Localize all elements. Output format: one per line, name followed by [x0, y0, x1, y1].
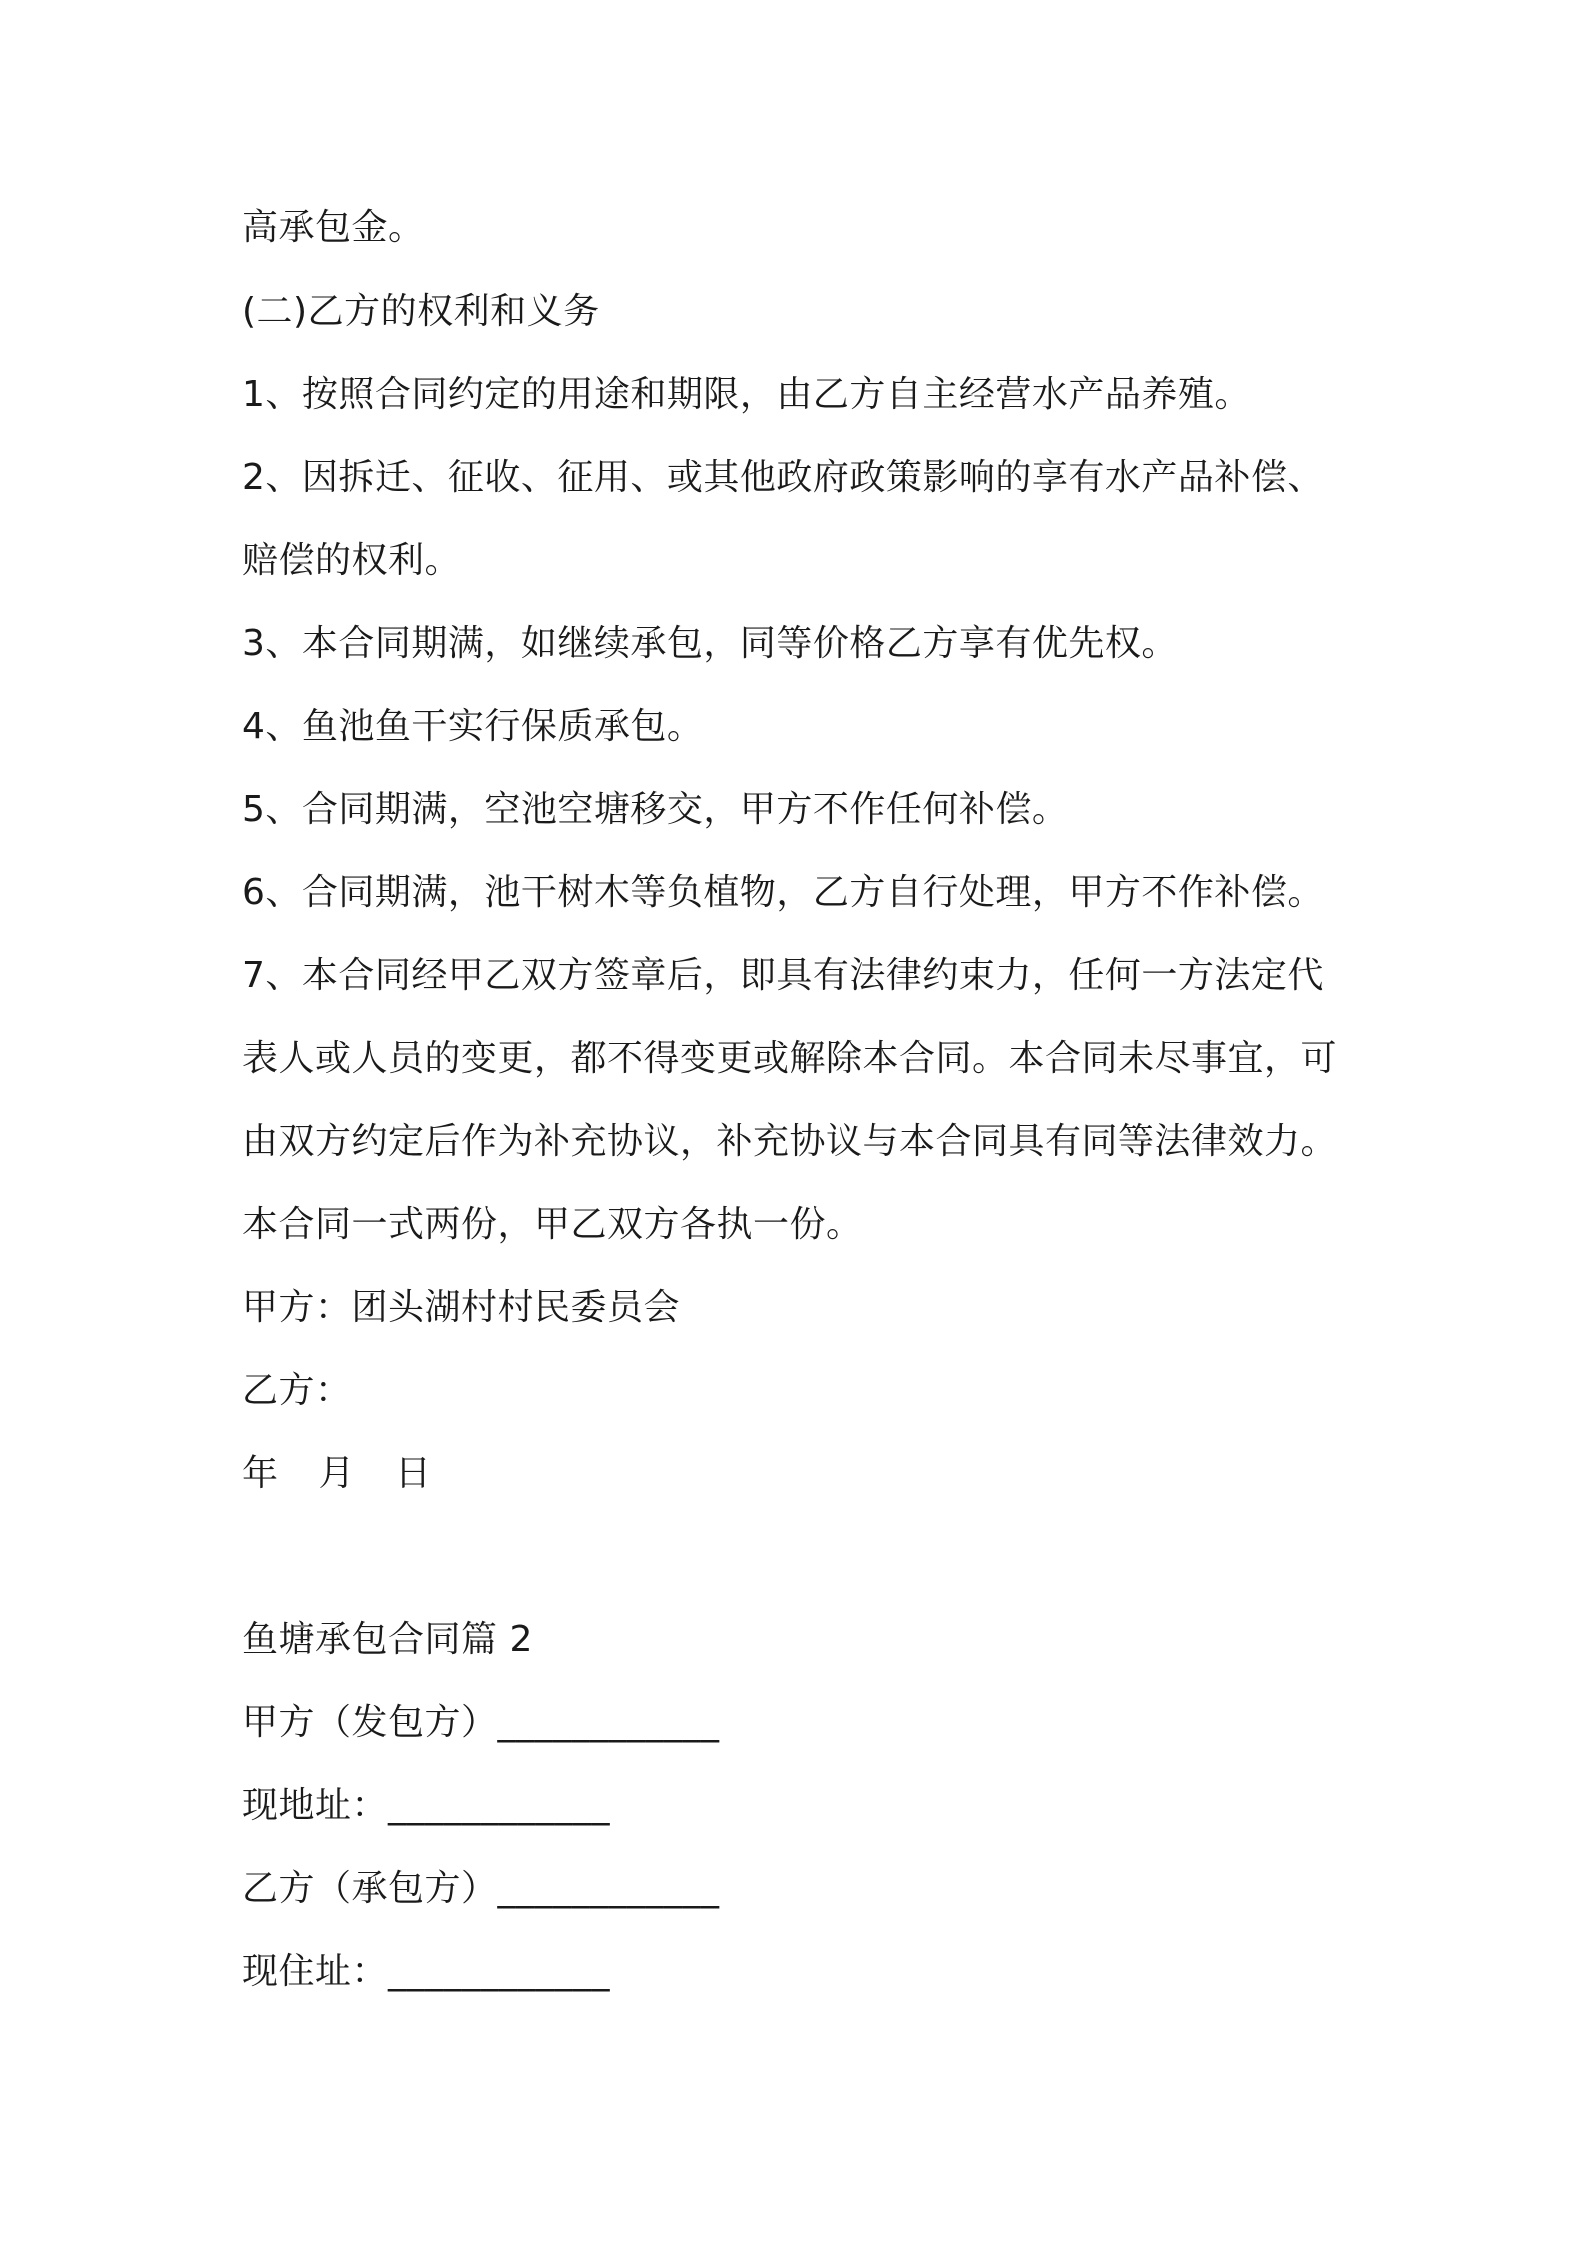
- clause-7-continued: 由双方约定后作为补充协议，补充协议与本合同具有同等法律效力。: [242, 1121, 1338, 1162]
- copies-statement: 本合同一式两份，甲乙双方各执一份。: [242, 1204, 863, 1245]
- signature-date: [242, 1452, 1362, 1496]
- party-a-field: 甲方（发包方）____________: [242, 1702, 720, 1743]
- clause-7: 7、本合同经甲乙双方签章后，即具有法律约束力，任何一方法定代: [242, 955, 1324, 996]
- paragraph-line: 高承包金。: [242, 207, 425, 248]
- clause-2-continued: 赔偿的权利。: [242, 540, 462, 581]
- party-b-signature: 乙方：: [242, 1370, 352, 1411]
- clause-6: 6、合同期满，池干树木等负植物，乙方自行处理，甲方不作补偿。: [242, 872, 1324, 913]
- clause-4: 4、鱼池鱼干实行保质承包。: [242, 706, 704, 747]
- party-b-field: 乙方（承包方）____________: [242, 1868, 720, 1909]
- clause-1: 1、按照合同约定的用途和期限，由乙方自主经营水产品养殖。: [242, 374, 1251, 415]
- date-year: 年: [242, 1453, 279, 1494]
- date-month: 月: [318, 1453, 356, 1494]
- date-day: 日: [395, 1453, 432, 1494]
- clause-5: 5、合同期满，空池空塘移交，甲方不作任何补偿。: [242, 789, 1069, 830]
- clause-2: 2、因拆迁、征收、征用、或其他政府政策影响的享有水产品补偿、: [242, 457, 1324, 498]
- clause-7-continued: 表人或人员的变更，都不得变更或解除本合同。本合同未尽事宜，可: [242, 1038, 1338, 1079]
- clause-3: 3、本合同期满，如继续承包，同等价格乙方享有优先权。: [242, 623, 1178, 664]
- section-2-title: 鱼塘承包合同篇 2: [242, 1619, 533, 1660]
- section-heading: (二)乙方的权利和义务: [242, 291, 600, 332]
- party-b-address-field: 现住址：____________: [242, 1951, 611, 1992]
- party-a-address-field: 现地址：____________: [242, 1785, 611, 1826]
- party-a-signature: 甲方：团头湖村村民委员会: [242, 1287, 681, 1328]
